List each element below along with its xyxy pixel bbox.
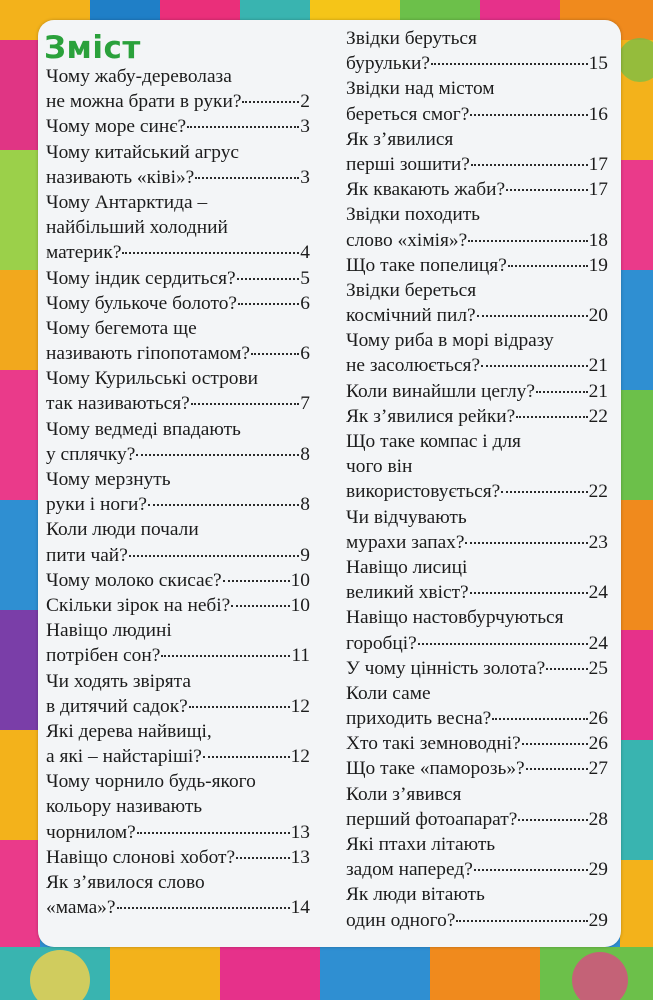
toc-entry-text: великий хвіст? — [346, 582, 469, 604]
toc-page-number: 12 — [290, 746, 310, 768]
toc-entry-line — [46, 870, 310, 895]
leader-dots — [242, 101, 299, 103]
toc-entry-line — [346, 605, 608, 630]
toc-entry — [46, 719, 310, 769]
leader-dots — [122, 252, 299, 254]
toc-entry-text: не можна брати в руки? — [46, 91, 242, 113]
toc-entry-text: Звідки над містом — [346, 78, 495, 100]
toc-page-number: 14 — [290, 897, 310, 919]
toc-entry — [46, 593, 310, 618]
leader-dots — [465, 542, 587, 544]
leader-dots — [148, 504, 299, 506]
toc-entry-line — [46, 568, 310, 593]
toc-entry-text: Як люди вітають — [346, 884, 485, 906]
toc-entry — [46, 568, 310, 593]
toc-entry-text: Звідки походить — [346, 204, 481, 226]
leader-dots — [516, 416, 587, 418]
toc-entry-text: кольору називають — [46, 796, 203, 818]
toc-entry — [46, 140, 310, 190]
toc-entry — [46, 870, 310, 920]
toc-entry-line — [46, 467, 310, 492]
toc-entry-line — [346, 379, 608, 404]
toc-entry-line — [346, 656, 608, 681]
toc-entry-line — [346, 253, 608, 278]
toc-entry-line — [346, 782, 608, 807]
toc-entry-text: найбільший холодний — [46, 217, 228, 239]
toc-entry-text: Які птахи літають — [346, 834, 496, 855]
toc-entry-line — [46, 719, 310, 744]
toc-entry-line — [346, 202, 608, 227]
toc-entry-text: задом наперед? — [346, 859, 473, 881]
toc-entry-line — [346, 102, 608, 127]
toc-page-number: 5 — [300, 267, 310, 289]
toc-entry-text: Скільки зірок на небі? — [46, 594, 231, 616]
toc-entry-line — [346, 731, 608, 756]
toc-page-number: 18 — [588, 229, 608, 251]
toc-entry-text: Навіщо лисиці — [346, 556, 468, 578]
leader-dots — [136, 454, 299, 456]
toc-entry-text: Чому китайський агрус — [46, 141, 240, 163]
toc-entry-text: Чому молоко скисає? — [46, 569, 222, 591]
toc-entry-line — [346, 429, 608, 454]
toc-entry-text: Що таке «паморозь»? — [346, 758, 525, 780]
toc-page-number: 28 — [588, 808, 608, 830]
toc-entry-text: Як з’явилося слово — [46, 872, 205, 893]
toc-page-number: 21 — [588, 380, 608, 402]
toc-page-number: 22 — [588, 405, 608, 427]
toc-entry-line — [346, 706, 608, 731]
toc-page-number: 25 — [588, 657, 608, 679]
toc-entry-line — [346, 882, 608, 907]
toc-entry-line — [46, 618, 310, 643]
toc-entry — [346, 832, 608, 882]
toc-page-number: 17 — [588, 179, 608, 201]
toc-entry-text: пити чай? — [46, 544, 128, 566]
toc-entry — [46, 366, 310, 416]
toc-entry-text: Чому чорнило будь-якого — [46, 771, 256, 793]
toc-entry-line — [46, 215, 310, 240]
toc-entry-line — [46, 442, 310, 467]
toc-entry — [346, 278, 608, 328]
toc-entry-text: Звідки береться — [346, 279, 477, 301]
toc-entry — [346, 555, 608, 605]
toc-page-number: 17 — [588, 153, 608, 175]
toc-entry-text: мурахи запах? — [346, 531, 465, 553]
toc-entry-line — [46, 643, 310, 668]
toc-entry-line — [46, 417, 310, 442]
leader-dots — [431, 63, 588, 65]
toc-entry — [46, 291, 310, 316]
toc-entry-line — [346, 278, 608, 303]
leader-dots — [477, 315, 588, 317]
toc-entry — [46, 190, 310, 266]
toc-entry-line — [46, 593, 310, 618]
toc-page-number: 23 — [588, 531, 608, 553]
toc-entry-text: а які – найстаріші? — [46, 746, 202, 768]
toc-page-number: 13 — [290, 846, 310, 868]
toc-entry-line — [46, 744, 310, 769]
toc-page-number: 4 — [300, 242, 310, 264]
leader-dots — [231, 605, 289, 607]
toc-entry — [46, 769, 310, 845]
toc-entry-line — [346, 908, 608, 933]
toc-entry-text: Коли винайшли цеглу? — [346, 380, 535, 402]
toc-page-number: 6 — [300, 292, 310, 314]
toc-entry-text: Чому море синє? — [46, 116, 187, 138]
toc-entry-line — [46, 140, 310, 165]
leader-dots — [456, 920, 587, 922]
toc-entry-text: називають гіпопотамом? — [46, 343, 250, 365]
toc-column-right — [346, 26, 608, 933]
toc-entry-line — [346, 353, 608, 378]
toc-entry-line — [46, 820, 310, 845]
toc-entry — [346, 127, 608, 177]
toc-entry — [46, 669, 310, 719]
toc-page-number: 10 — [290, 569, 310, 591]
toc-entry-line — [346, 228, 608, 253]
toc-entry-text: Коли з’явився — [346, 783, 462, 805]
toc-entry-line — [346, 26, 608, 51]
leader-dots — [508, 265, 588, 267]
leader-dots — [237, 278, 300, 280]
toc-entry-text: називають «ківі»? — [46, 166, 195, 188]
leader-dots — [161, 655, 290, 657]
toc-entry-text: Чому індик сердиться? — [46, 267, 236, 289]
toc-entry-line — [46, 165, 310, 190]
toc-entry-text: використовується? — [346, 481, 501, 503]
toc-entry — [46, 517, 310, 567]
toc-entry-text: Хто такі земноводні? — [346, 733, 521, 755]
toc-entry-text: один одного? — [346, 909, 456, 931]
toc-entry-line — [346, 303, 608, 328]
toc-entry-line — [46, 694, 310, 719]
toc-entry-line — [46, 543, 310, 568]
leader-dots — [468, 240, 587, 242]
toc-entry-line — [346, 857, 608, 882]
toc-page-number: 27 — [588, 758, 608, 780]
toc-page-number: 15 — [588, 53, 608, 75]
toc-page-number: 6 — [300, 343, 310, 365]
leader-dots — [223, 580, 290, 582]
toc-page-number: 19 — [588, 254, 608, 276]
leader-dots — [238, 303, 299, 305]
leader-dots — [518, 819, 587, 821]
toc-entry-text: береться смог? — [346, 103, 470, 125]
leader-dots — [474, 869, 588, 871]
toc-entry-text: перший фотоапарат? — [346, 808, 518, 830]
toc-entry-line — [46, 316, 310, 341]
toc-entry-text: космічний пил? — [346, 305, 476, 327]
leader-dots — [137, 832, 290, 834]
toc-entry-text: материк? — [46, 242, 122, 264]
leader-dots — [470, 114, 587, 116]
leader-dots — [546, 668, 587, 670]
leader-dots — [471, 164, 588, 166]
leader-dots — [117, 907, 290, 909]
toc-page-number: 11 — [291, 645, 310, 667]
toc-page-number: 13 — [290, 821, 310, 843]
toc-entry — [346, 605, 608, 655]
toc-entry-line — [346, 454, 608, 479]
toc-entry — [346, 681, 608, 731]
toc-entry-text: слово «хімія»? — [346, 229, 468, 251]
toc-entry-text: Які дерева найвищі, — [46, 720, 212, 742]
toc-entry — [346, 328, 608, 378]
toc-entry — [346, 26, 608, 76]
toc-entry-line — [346, 404, 608, 429]
toc-entry-text: приходить весна? — [346, 708, 492, 730]
toc-page-number: 24 — [588, 632, 608, 654]
toc-entry-text: так називаються? — [46, 393, 190, 415]
toc-page-number: 2 — [300, 91, 310, 113]
toc-entry-text: Чому ведмеді впадають — [46, 418, 241, 440]
toc-entry-line — [46, 341, 310, 366]
toc-page-number: 12 — [290, 695, 310, 717]
toc-page-number: 29 — [588, 909, 608, 931]
toc-entry-text: Звідки беруться — [346, 28, 477, 49]
leader-dots — [492, 718, 587, 720]
toc-page-number: 3 — [300, 116, 310, 138]
toc-entry-text: чорнилом? — [46, 821, 136, 843]
toc-page-number: 24 — [588, 582, 608, 604]
leader-dots — [129, 555, 300, 557]
toc-page-number: 20 — [588, 305, 608, 327]
toc-entry-line — [46, 64, 310, 89]
toc-column-left — [46, 64, 310, 920]
toc-entry-text: «мама»? — [46, 897, 116, 919]
toc-entry-line — [346, 756, 608, 781]
toc-entry-text: не засолюється? — [346, 355, 481, 377]
leader-dots — [501, 491, 587, 493]
toc-entry — [46, 467, 310, 517]
toc-entry-text: Що таке попелиця? — [346, 254, 507, 276]
leader-dots — [481, 365, 588, 367]
toc-entry — [346, 202, 608, 252]
leader-dots — [506, 189, 587, 191]
toc-entry-line — [46, 190, 310, 215]
toc-page-number: 26 — [588, 733, 608, 755]
toc-entry — [346, 177, 608, 202]
toc-entry-text: Чому булькоче болото? — [46, 292, 238, 314]
toc-page-number: 29 — [588, 859, 608, 881]
toc-page-number: 10 — [290, 594, 310, 616]
toc-entry — [46, 417, 310, 467]
toc-entry-line — [46, 114, 310, 139]
toc-entry-line — [46, 517, 310, 542]
leader-dots — [203, 756, 290, 758]
toc-entry-line — [346, 177, 608, 202]
toc-title: Зміст — [44, 30, 141, 66]
leader-dots — [251, 353, 299, 355]
toc-page-number: 26 — [588, 708, 608, 730]
toc-entry-line — [46, 266, 310, 291]
toc-entry — [346, 76, 608, 126]
toc-entry-line — [46, 794, 310, 819]
toc-entry — [46, 64, 310, 114]
toc-entry-text: Чи ходять звірята — [46, 670, 192, 692]
toc-entry — [346, 756, 608, 781]
leader-dots — [189, 706, 290, 708]
toc-page-number: 8 — [300, 443, 310, 465]
toc-entry — [46, 618, 310, 668]
leader-dots — [195, 177, 299, 179]
leader-dots — [522, 743, 588, 745]
toc-entry-text: Коли саме — [346, 682, 431, 704]
toc-entry-text: У чому цінність золота? — [346, 657, 546, 679]
leader-dots — [191, 403, 300, 405]
toc-entry-line — [346, 76, 608, 101]
toc-entry — [46, 316, 310, 366]
toc-entry-text: горобці? — [346, 632, 417, 654]
leader-dots — [187, 126, 299, 128]
toc-entry — [46, 266, 310, 291]
toc-page-number: 16 — [588, 103, 608, 125]
toc-entry-text: Що таке компас і для — [346, 431, 521, 452]
toc-entry — [346, 253, 608, 278]
toc-entry-line — [346, 51, 608, 76]
toc-entry-text: бурульки? — [346, 53, 431, 75]
toc-entry-text: Навіщо настовбурчуються — [346, 607, 564, 629]
toc-entry — [346, 731, 608, 756]
toc-entry — [46, 114, 310, 139]
toc-entry-text: у сплячку? — [46, 443, 136, 465]
toc-entry-text: Чи відчувають — [346, 506, 467, 528]
toc-entry-line — [46, 845, 310, 870]
toc-entry-line — [46, 492, 310, 517]
toc-entry — [346, 505, 608, 555]
toc-entry-text: Чому бегемота ще — [46, 317, 197, 339]
toc-entry-text: Навіщо людині — [46, 620, 172, 642]
toc-entry — [346, 882, 608, 932]
leader-dots — [418, 643, 588, 645]
toc-page-number: 21 — [588, 355, 608, 377]
toc-page-number: 3 — [300, 166, 310, 188]
toc-entry-text: Як з’явилися рейки? — [346, 405, 516, 427]
leader-dots — [526, 768, 588, 770]
toc-entry-line — [346, 832, 608, 857]
toc-page-number: 9 — [300, 544, 310, 566]
toc-entry-line — [346, 580, 608, 605]
toc-entry-line — [346, 127, 608, 152]
toc-page-number: 22 — [588, 481, 608, 503]
toc-entry-line — [346, 479, 608, 504]
toc-entry-text: Як з’явилися — [346, 128, 454, 150]
toc-entry — [346, 782, 608, 832]
toc-entry-line — [46, 391, 310, 416]
leader-dots — [470, 592, 588, 594]
toc-entry-line — [346, 328, 608, 353]
toc-entry-line — [346, 530, 608, 555]
toc-entry-line — [46, 291, 310, 316]
toc-entry-line — [346, 505, 608, 530]
toc-page-number: 7 — [300, 393, 310, 415]
leader-dots — [536, 391, 588, 393]
toc-entry-line — [46, 240, 310, 265]
toc-page-number: 8 — [300, 494, 310, 516]
toc-entry-text: потрібен сон? — [46, 645, 161, 667]
toc-entry-text: Як квакають жаби? — [346, 179, 506, 201]
toc-entry-text: перші зошити? — [346, 153, 470, 175]
leader-dots — [236, 857, 290, 859]
toc-entry-line — [346, 555, 608, 580]
toc-entry-text: Чому Антарктида – — [46, 191, 208, 213]
toc-entry-text: Чому мерзнуть — [46, 469, 171, 490]
toc-entry — [46, 845, 310, 870]
toc-entry-line — [346, 807, 608, 832]
toc-entry-line — [46, 669, 310, 694]
toc-entry-text: Навіщо слонові хобот? — [46, 846, 236, 868]
toc-entry-text: Чому жабу-дереволаза — [46, 66, 232, 87]
toc-entry — [346, 429, 608, 505]
toc-entry-line — [346, 631, 608, 656]
toc-entry-line — [46, 895, 310, 920]
toc-entry-line — [46, 769, 310, 794]
toc-entry-text: чого він — [346, 456, 413, 478]
toc-entry — [346, 656, 608, 681]
toc-entry-text: Чому риба в морі відразу — [346, 330, 554, 352]
toc-entry-line — [346, 152, 608, 177]
toc-entry-text: в дитячий садок? — [46, 695, 188, 717]
toc-entry-line — [346, 681, 608, 706]
toc-entry-text: Коли люди почали — [46, 519, 199, 541]
toc-entry-text: Чому Курильські острови — [46, 368, 259, 390]
toc-entry-text: руки і ноги? — [46, 494, 148, 516]
toc-entry-line — [46, 366, 310, 391]
toc-entry-line — [46, 89, 310, 114]
toc-entry — [346, 404, 608, 429]
toc-entry — [346, 379, 608, 404]
